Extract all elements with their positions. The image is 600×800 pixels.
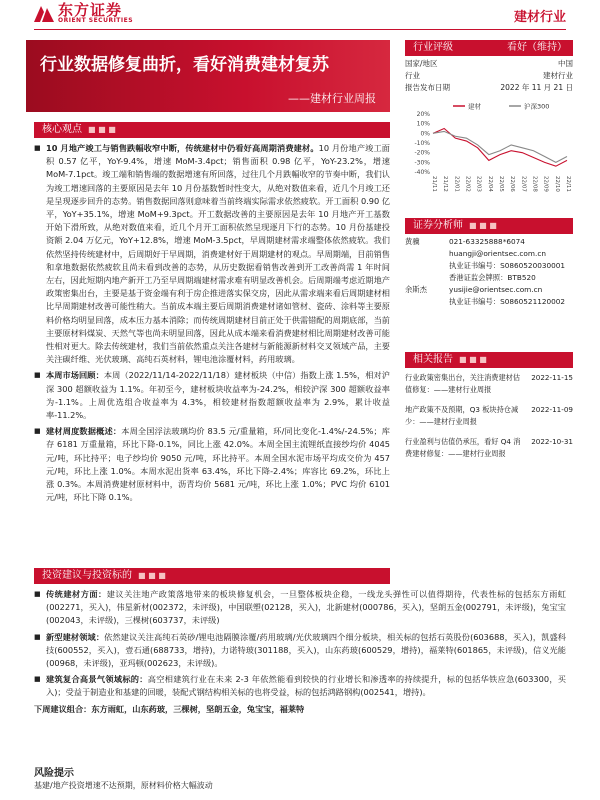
invest-para-1: ■ 传统建材方面：建议关注地产政策落地带来的板块修复机会，一旦整体板块企稳，一线龙头弹性可以值得期待，代表性标的包括东方雨虹(002271，买入)，伟星新材(002372，未评级)，中国联塑(02128，买入)，北新建材(000786，买入)，坚朗五金(002791，未评级)，兔宝宝(002043，未评级)，三棵树(603737，未评级) <box>34 588 566 628</box>
analyst-phone: 021-63325888*6074 <box>449 237 525 246</box>
x-tick-label: 22/05 <box>498 176 504 192</box>
y-tick-label: 10% <box>416 120 430 128</box>
invest-para-2: ■ 新型建材领域：依然建议关注高纯石英砂/锂电池隔膜涂覆/药用玻璃/光伏玻璃四个细分板块，相关标的包括石英股份(603688，买入)，凯盛科技(600552，买入)，壹石通(688733，增持)，力诺特玻(301188，买入)，山东药玻(600529，增持)，福莱特(601865，未评级)，信义光能(00968，未评级)，亚玛顿(002623，未评级)。 <box>34 631 566 671</box>
x-tick-label: 22/01 <box>453 176 460 192</box>
series-line <box>433 129 567 167</box>
x-tick-label: 22/10 <box>553 176 560 192</box>
related-title: 地产政策不及预期，Q3 板块持仓减少：——建材行业周报 <box>405 405 519 426</box>
related-title: 行业政策密集出台，关注消费建材估值修复：——建材行业周报 <box>405 373 521 394</box>
legend-label: 沪深300 <box>524 102 550 111</box>
y-tick-label: -30% <box>414 159 430 167</box>
rating-key: 报告发布日期 <box>405 83 450 92</box>
related-item[interactable] <box>405 436 573 460</box>
core-para-3: ■ 建材周度数据概述：本周全国浮法玻璃均价 83.5 元/重量箱，环/同比变化-1.4%/-24.5%；库存 6181 万重量箱，环比下降-0.1%，同比上涨 42.0%。本周全国主流锂纸直接纱均价 4045 元/吨，环比持平；电子纱均价 9050 元/吨，环比持平。本周全国水泥市场平均成交价为 457 元/吨，环比上涨 1.0%。本周水泥出货率 63.4%，环比下降-2.4%；库容比 69.2%，环比上涨 0.3%。本周消费建材原材料中，沥青均价 5681 元/吨，环比上涨 1.0%；PVC 均价 6101 元/吨，环比下降 0.1%。 <box>34 425 390 504</box>
rating-label: 行业评级 <box>413 42 453 53</box>
brand-logo-icon <box>34 4 54 22</box>
analyst-entry <box>405 284 573 308</box>
analysts-bar: 证券分析师 ■ ■ ■ <box>405 218 573 234</box>
analyst-entry <box>405 236 573 284</box>
related-list <box>405 372 573 460</box>
core-para-1: ■ 10 月地产竣工与销售跌幅收窄中断，传统建材中仍看好高周期消费建材。10 月份地产竣工面积 0.57 亿平，YoY-9.4%，增速 MoM-3.4pct；销售面积 0.98 亿平，YoY-23.2%，增速 MoM-7.1pct。竣工端和销售端的数据增速有所回落，过往几个月跌幅收窄的节奏中断，我们认为竣工增速回落的主要原因是去年 10 月份基数暂时性变大，从绝对数值来看，近几个月竣工还是呈现逐步回升的态势。销售数据回落则意味着当前终端实际需求依然疲软。开工面积 0.90 亿平，YoY+35.1%，增速 MoM+9.3pct。开工数据改善的主要原因是去年 10 月地产开工基数开始下滑所致，从绝对数值来看，近几个月开工面积依然呈现逐月下行的态势。10 月份基建投资额 2.04 万亿元，YoY+12.8%，增速 MoM-3.5pct，早周期建材需求端整体依然疲软。我们依然坚持传统建材中，后周期好于早周期，消费建材好于周期建材的观点。早周期端，目前销售和拿地数据依然疲软且尚未看到改善的态势，从历史数据看销售改善到开工改善尚需 1 年时间左右，因此短期内地产新开工乃至早周期端建材需求难有明显改善机会。后周期端考虑近期地产政策密集出台，主要是基于资金端有利于房企推进落实保交房，因此从需求端来看后周期建材相比早周期建材改善可能性稍大。当前成本端主要后周期消费建材诸如管材、瓷砖、涂料等主要原料价格均明显回落，成本压力基本消除；而传统周期建材目前正处于供需错配的周期底部，当前主要原材料煤炭、天然气等也尚未明显回落，因此从成本端来看消费建材相比周期建材改善可能性相对更大。除去传统建材，我们当前依然重点关注各建材与新能源新材料交叉领域产品，主要关注碳纤维、光伏玻璃、高纯石英材料，锂电池涂覆材料，药用玻璃。 <box>34 142 390 366</box>
related-date: 2022-11-15 <box>531 373 573 382</box>
core-content <box>34 142 390 507</box>
page-header <box>0 0 600 30</box>
rating-bar <box>405 40 573 56</box>
x-tick-label: 22/03 <box>475 176 482 192</box>
brand-logo <box>34 0 133 26</box>
report-subtitle: ——建材行业周报 <box>288 92 376 105</box>
weekly-portfolio: 下周建议组合：东方雨虹，山东药玻，三棵树，坚朗五金，兔宝宝，福莱特 <box>34 703 305 714</box>
report-title: 行业数据修复曲折，看好消费建材复苏 <box>40 55 329 75</box>
analyst-cert: 执业证书编号：S0860520030001 <box>449 261 566 270</box>
industry-label: 建材行业 <box>513 10 566 25</box>
x-tick-label: 22/06 <box>509 176 516 192</box>
rating-key: 行业 <box>405 71 420 80</box>
related-bar: 相关报告 ■ ■ ■ <box>405 352 573 368</box>
rating-val: 2022 年 11 月 21 日 <box>500 83 573 92</box>
invest-label: 投资建议与投资标的 <box>42 570 132 581</box>
rating-row <box>405 70 573 82</box>
invest-bar: 投资建议与投资标的 ■ ■ ■ <box>34 568 390 584</box>
core-label: 核心观点 <box>42 124 82 135</box>
analyst-email: yusijie@orientsec.com.cn <box>449 285 543 294</box>
rating-table <box>405 58 573 94</box>
rating-val: 中国 <box>558 59 573 68</box>
invest-content <box>34 588 566 716</box>
core-bar: 核心观点 ■ ■ ■ <box>34 122 390 138</box>
related-item[interactable] <box>405 372 573 396</box>
rating-value: 看好（维持） <box>507 42 567 53</box>
analyst-name: 黄骥 <box>405 237 420 246</box>
x-tick-label: 21/12 <box>442 176 449 192</box>
rating-val: 建材行业 <box>543 71 573 80</box>
brand-name-cn: 东方证券 <box>58 0 123 19</box>
y-tick-label: -20% <box>414 149 430 157</box>
header-divider <box>34 29 566 30</box>
rating-row <box>405 58 573 70</box>
x-tick-label: 22/11 <box>565 176 571 192</box>
y-tick-label: -40% <box>414 169 430 176</box>
related-date: 2022-10-31 <box>531 437 573 446</box>
x-tick-label: 22/04 <box>486 176 493 192</box>
analyst-license: 香港证监会牌照：BTB520 <box>449 273 536 282</box>
related-label: 相关报告 <box>413 354 453 365</box>
y-tick-label: 20% <box>416 111 430 118</box>
risk-title: 风险提示 <box>34 768 74 779</box>
legend-label: 建材 <box>468 102 481 111</box>
y-tick-label: -10% <box>414 140 430 147</box>
related-item[interactable] <box>405 404 573 428</box>
analyst-cert: 执业证书编号：S0860521120002 <box>449 297 566 306</box>
title-banner <box>26 40 390 112</box>
related-date: 2022-11-09 <box>531 405 573 414</box>
analysts-list <box>405 236 573 308</box>
related-title: 行业盈利与估值仍承压，看好 Q4 消费建材修复：——建材行业周报 <box>405 437 521 458</box>
x-tick-label: 22/02 <box>464 176 471 192</box>
invest-para-3: ■ 建筑复合高景气领域标的：高空相建筑行业在未来 2-3 年依然能看到较快的行业增长和渗透率的持续提升，标的包括华铁应急(603300，买入)；受益于制造业和基建的回暖，装配式钢结构相关标的也将受益，标的包括鸿路钢构(002541，增持)。 <box>34 673 566 699</box>
analyst-email: huangji@orientsec.com.cn <box>449 249 546 258</box>
x-tick-label: 22/08 <box>531 176 538 192</box>
performance-chart <box>405 100 573 210</box>
risk-text: 基建/地产投资增速不达预期，原材料价格大幅波动 <box>34 781 213 790</box>
brand-name-en: ORIENT SECURITIES <box>58 16 134 24</box>
x-tick-label: 22/07 <box>520 176 527 192</box>
x-tick-label: 22/09 <box>542 176 549 192</box>
analyst-name: 余斯杰 <box>405 285 427 294</box>
analysts-label: 证券分析师 <box>413 220 463 231</box>
y-tick-label: 0% <box>420 130 430 138</box>
rating-row <box>405 82 573 94</box>
rating-key: 国家/地区 <box>405 59 438 68</box>
x-tick-label: 21/11 <box>431 176 437 192</box>
core-para-2: ■ 本周市场回顾：本周（2022/11/14-2022/11/18）建材板块（中信）指数上涨 1.5%，相对沪深 300 超额收益为 1.1%。年初至今，建材板块收益率为-24.2%，相较沪深 300 超额收益率为-1.1%。上周优选组合收益率为 4.3%，相较建材指数超额收益率为 2.9%，累计收益率-11.2%。 <box>34 369 390 422</box>
